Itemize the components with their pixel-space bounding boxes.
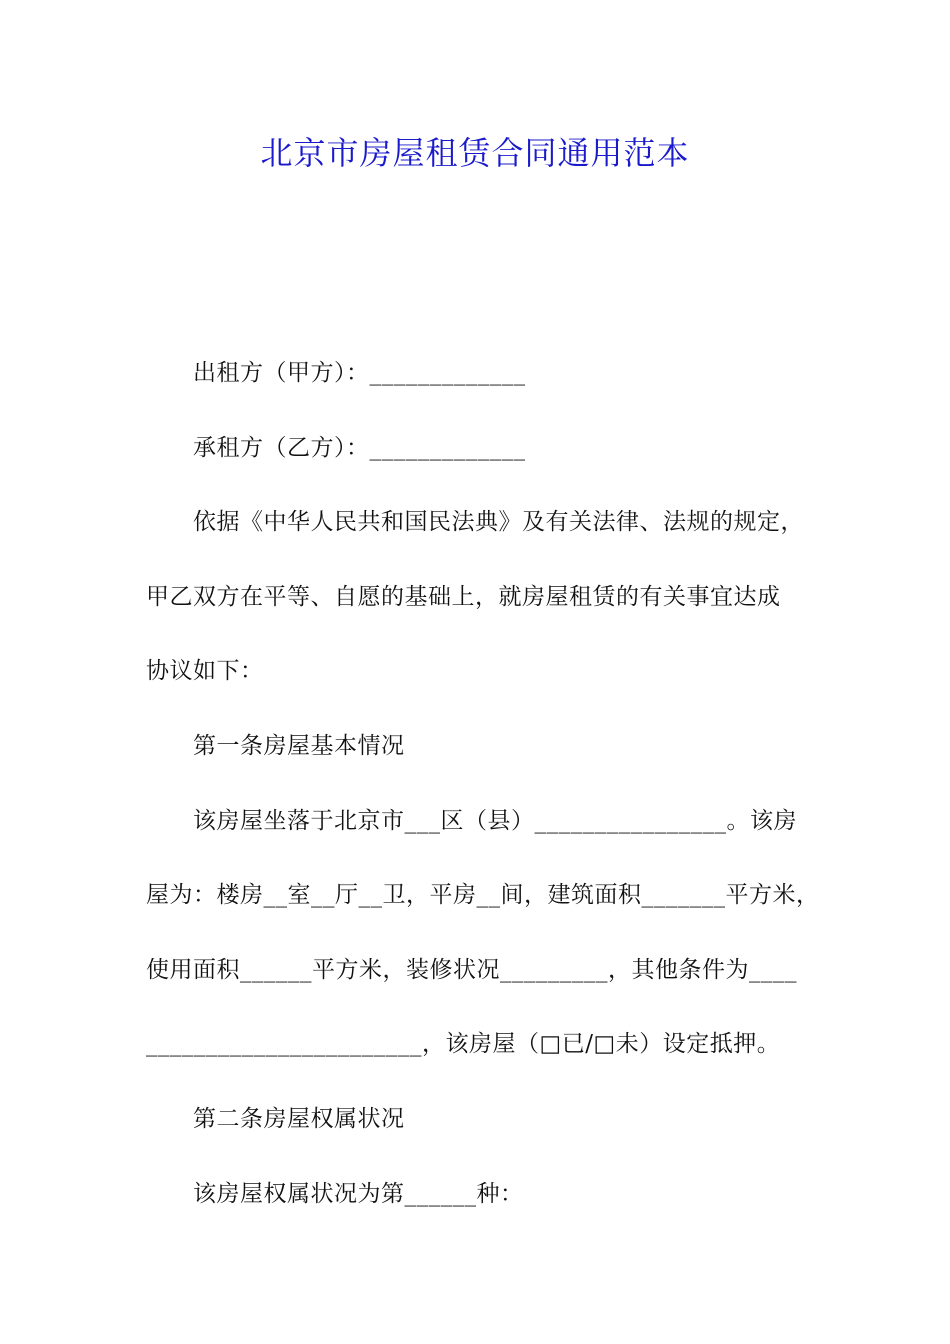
lessor-line: 出租方（甲方）：_____________ xyxy=(193,360,526,386)
document-body xyxy=(146,336,826,1231)
document-title: 北京市房屋租赁合同通用范本 xyxy=(260,134,690,172)
article-1-line-1: 该房屋坐落于北京市___区（县）________________。该房 xyxy=(193,807,797,834)
article-1-line-3: 使用面积______平方米，装修状况_________，其他条件为____ xyxy=(146,956,797,983)
article-1-heading: 第一条房屋基本情况 xyxy=(193,732,405,759)
lessee-line: 承租方（乙方）：_____________ xyxy=(193,434,526,461)
preamble-line-3: 协议如下： xyxy=(146,658,264,685)
article-2-line-1: 该房屋权属状况为第______种： xyxy=(193,1180,524,1207)
preamble-line-2: 甲乙双方在平等、自愿的基础上，就房屋租赁的有关事宜达成 xyxy=(146,583,781,610)
article-2-heading: 第二条房屋权属状况 xyxy=(193,1105,405,1132)
preamble-line-1: 依据《中华人民共和国民法典》及有关法律、法规的规定， xyxy=(193,509,804,536)
article-1-line-4: _______________________，该房屋（□已/□未）设定抵押。 xyxy=(146,1031,781,1058)
article-1-line-2: 屋为：楼房__室__厅__卫，平房__间，建筑面积_______平方米， xyxy=(146,882,820,909)
